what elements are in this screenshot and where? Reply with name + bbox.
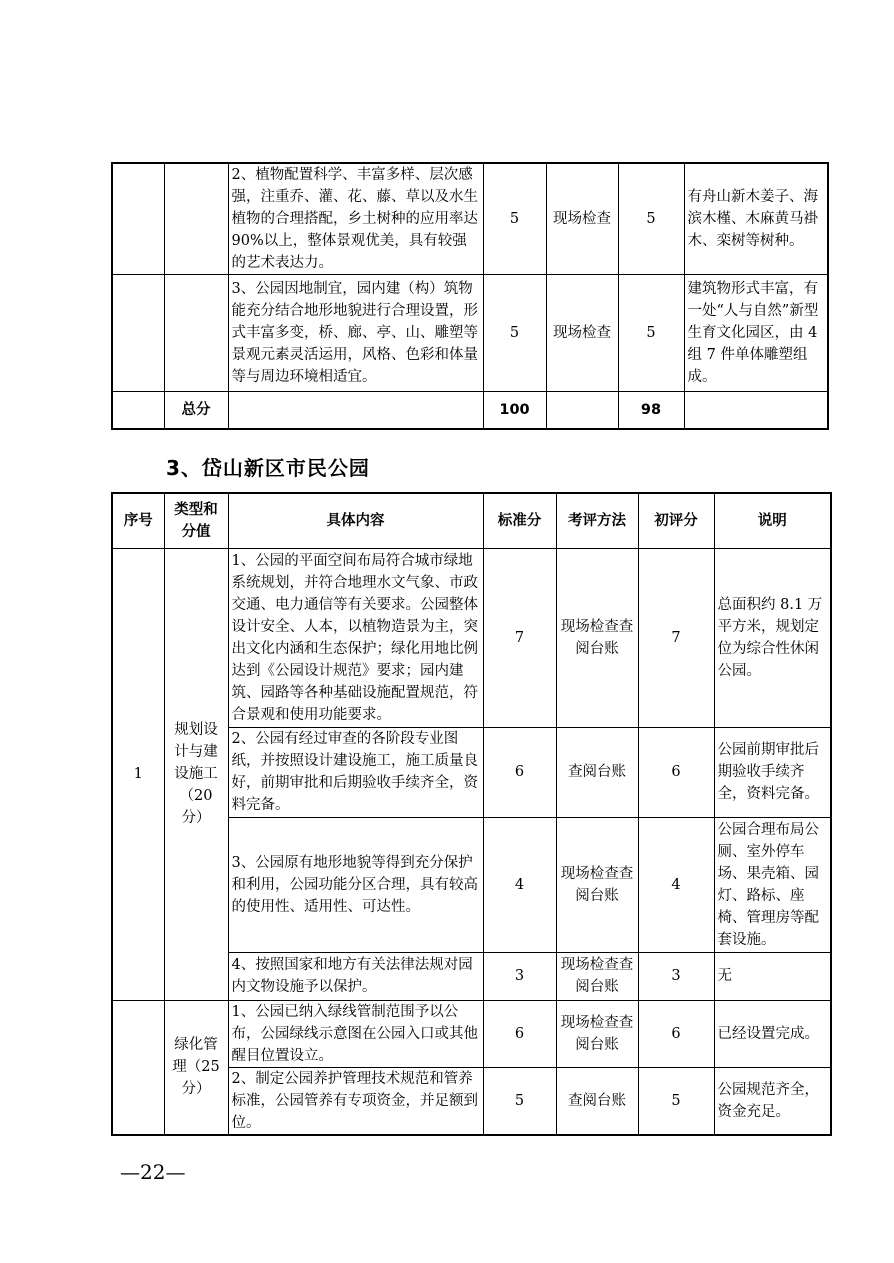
header-content: 具体内容	[228, 493, 483, 548]
total-label: 总分	[164, 392, 228, 429]
header-method: 考评方法	[556, 493, 638, 548]
group-index: 1	[112, 548, 164, 1000]
standard-cell: 4	[483, 817, 556, 952]
standard-cell: 6	[483, 727, 556, 817]
note-cell: 有舟山新木姜子、海滨木槿、木麻黄马褂木、栾树等树种。	[684, 163, 828, 275]
note-cell: 已经设置完成。	[714, 1000, 831, 1067]
method-cell	[546, 392, 618, 429]
content-cell: 1、公园已纳入绿线管制范围予以公布，公园绿线示意图在公园入口或其他醒目位置设立。	[228, 1000, 483, 1067]
note-cell: 总面积约 8.1 万平方米，规划定位为综合性休闲公园。	[714, 548, 831, 727]
page-number: —22—	[120, 1160, 186, 1184]
content-cell: 4、按照国家和地方有关法律法规对园内文物设施予以保护。	[228, 952, 483, 1000]
standard-cell: 6	[483, 1000, 556, 1067]
type-cell	[164, 275, 228, 392]
score-cell: 7	[638, 548, 714, 727]
top-score-table	[111, 162, 829, 430]
score-cell: 6	[638, 727, 714, 817]
header-note: 说明	[714, 493, 831, 548]
standard-cell: 7	[483, 548, 556, 727]
note-cell: 无	[714, 952, 831, 1000]
content-cell: 2、制定公园养护管理技术规范和管养标准，公园管养有专项资金，并足额到位。	[228, 1067, 483, 1135]
method-cell: 查阅台账	[556, 1067, 638, 1135]
index-cell	[112, 392, 164, 429]
group-type: 规划设计与建设施工（20 分）	[164, 548, 228, 1000]
table-row	[112, 275, 828, 392]
header-standard: 标准分	[483, 493, 556, 548]
note-cell	[684, 392, 828, 429]
header-row	[112, 493, 831, 548]
index-cell	[112, 275, 164, 392]
total-row	[112, 392, 828, 429]
score-cell: 6	[638, 1000, 714, 1067]
score-cell: 5	[638, 1067, 714, 1135]
standard-cell: 5	[483, 1067, 556, 1135]
method-cell: 现场检查	[546, 275, 618, 392]
score-cell: 4	[638, 817, 714, 952]
note-cell: 公园规范齐全，资金充足。	[714, 1067, 831, 1135]
section-title: 3、岱山新区市民公园	[166, 456, 370, 480]
total-score: 98	[618, 392, 684, 429]
content-cell: 1、公园的平面空间布局符合城市绿地系统规划，并符合地理水文气象、市政交通、电力通信等有关要求。公园整体设计安全、人本，以植物造景为主，突出文化内涵和生态保护；绿化用地比例达到《公园设计规范》要求；园内建筑、园路等各种基础设施配置规范，符合景观和使用功能要求。	[228, 548, 483, 727]
type-cell	[164, 163, 228, 275]
content-cell	[228, 392, 483, 429]
header-type: 类型和分值	[164, 493, 228, 548]
note-cell: 建筑物形式丰富，有一处“人与自然”新型生育文化园区，由 4 组 7 件单体雕塑组成。	[684, 275, 828, 392]
score-cell: 3	[638, 952, 714, 1000]
index-cell	[112, 163, 164, 275]
method-cell: 现场检查查阅台账	[556, 548, 638, 727]
total-standard: 100	[483, 392, 546, 429]
score-cell: 5	[618, 163, 684, 275]
standard-cell: 5	[483, 275, 546, 392]
table-row	[112, 163, 828, 275]
park-score-table	[111, 492, 832, 1136]
method-cell: 现场检查查阅台账	[556, 1000, 638, 1067]
table-row	[112, 1000, 831, 1067]
group-type: 绿化管理（25 分）	[164, 1000, 228, 1135]
content-cell: 3、公园原有地形地貌等得到充分保护和利用，公园功能分区合理，具有较高的使用性、适用性、可达性。	[228, 817, 483, 952]
standard-cell: 5	[483, 163, 546, 275]
content-cell: 2、公园有经过审查的各阶段专业图纸，并按照设计建设施工，施工质量良好，前期审批和后期验收手续齐全，资料完备。	[228, 727, 483, 817]
method-cell: 现场检查查阅台账	[556, 817, 638, 952]
method-cell: 现场检查查阅台账	[556, 952, 638, 1000]
content-cell: 3、公园因地制宜，园内建（构）筑物能充分结合地形地貌进行合理设置，形式丰富多变，桥、廊、亭、山、雕塑等景观元素灵活运用，风格、色彩和体量等与周边环境相适宜。	[228, 275, 483, 392]
score-cell: 5	[618, 275, 684, 392]
note-cell: 公园前期审批后期验收手续齐全，资料完备。	[714, 727, 831, 817]
group-index	[112, 1000, 164, 1135]
note-cell: 公园合理布局公厕、室外停车场、果壳箱、园灯、路标、座椅、管理房等配套设施。	[714, 817, 831, 952]
method-cell: 现场检查	[546, 163, 618, 275]
content-cell: 2、植物配置科学、丰富多样、层次感强，注重乔、灌、花、藤、草以及水生植物的合理搭配，乡土树种的应用率达 90%以上，整体景观优美，具有较强的艺术表达力。	[228, 163, 483, 275]
standard-cell: 3	[483, 952, 556, 1000]
table-row	[112, 548, 831, 727]
header-index: 序号	[112, 493, 164, 548]
method-cell: 查阅台账	[556, 727, 638, 817]
header-score: 初评分	[638, 493, 714, 548]
